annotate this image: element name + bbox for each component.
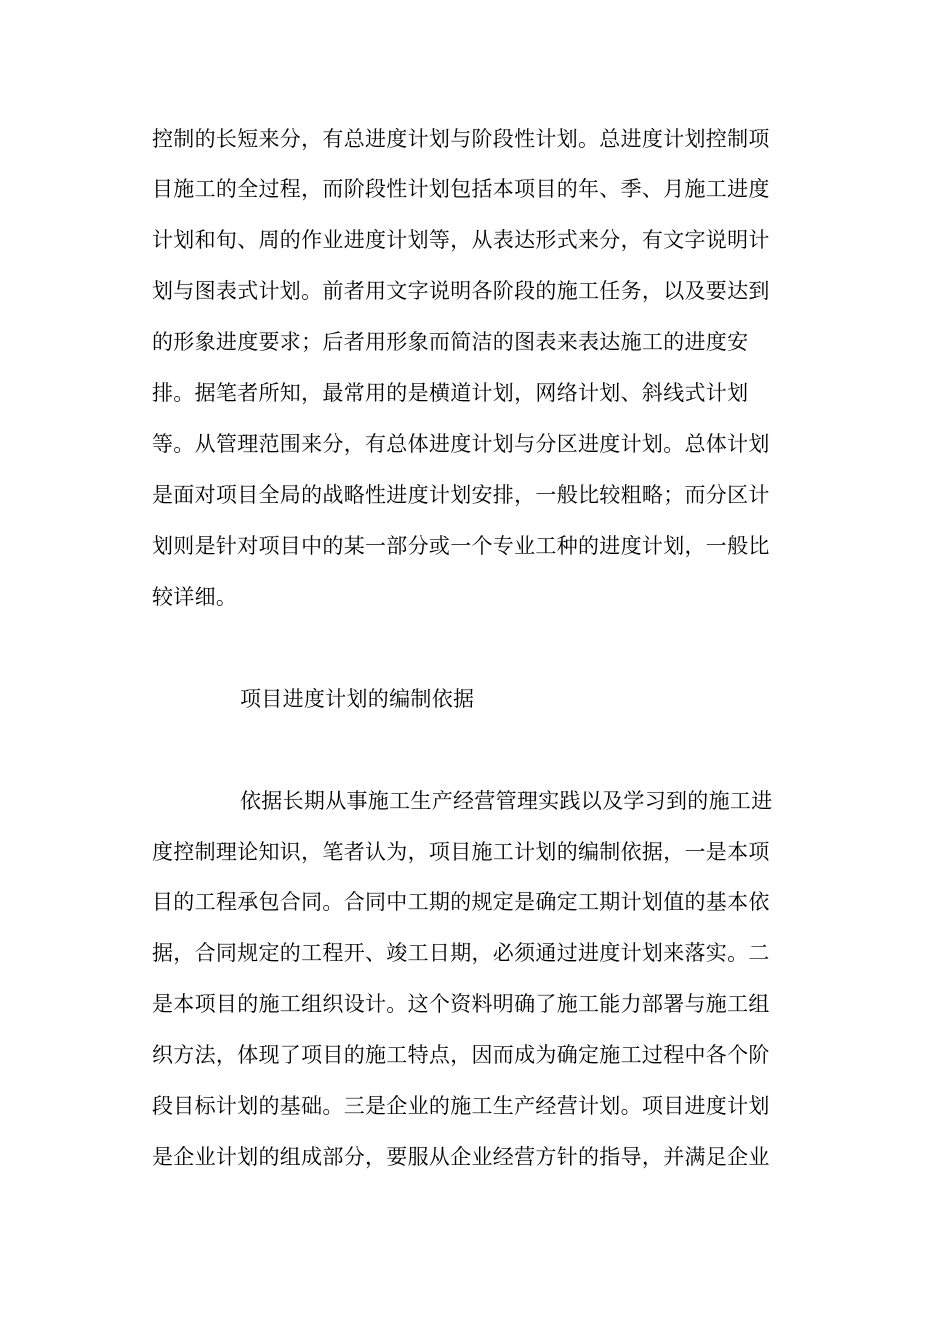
paragraph-line: 的形象进度要求；后者用形象而简洁的图表来表达施工的进度安: [152, 330, 749, 354]
paragraph-line: 划则是针对项目中的某一部分或一个专业工种的进度计划，一般比: [152, 534, 770, 558]
paragraph-line: 较详细。: [152, 585, 238, 609]
paragraph-line: 据，合同规定的工程开、竣工日期，必须通过进度计划来落实。二: [152, 941, 770, 965]
paragraph-line: 计划和旬、周的作业进度计划等，从表达形式来分，有文字说明计: [152, 228, 770, 252]
paragraph-line: 目施工的全过程，而阶段性计划包括本项目的年、季、月施工进度: [152, 177, 770, 201]
paragraph-line: 划与图表式计划。前者用文字说明各阶段的施工任务，以及要达到: [152, 279, 770, 303]
paragraph-line: 段目标计划的基础。三是企业的施工生产经营计划。项目进度计划: [152, 1094, 770, 1118]
paragraph-line: 目的工程承包合同。合同中工期的规定是确定工期计划值的基本依: [152, 890, 770, 914]
paragraph-line: 依据长期从事施工生产经营管理实践以及学习到的施工进: [240, 789, 773, 813]
paragraph-line: 是面对项目全局的战略性进度计划安排，一般比较粗略；而分区计: [152, 483, 770, 507]
paragraph-line: 排。据笔者所知，最常用的是横道计划，网络计划、斜线式计划: [152, 381, 749, 405]
paragraph-line: 织方法，体现了项目的施工特点，因而成为确定施工过程中各个阶: [152, 1043, 770, 1067]
paragraph-line: 是本项目的施工组织设计。这个资料明确了施工能力部署与施工组: [152, 992, 770, 1016]
paragraph-line: 度控制理论知识，笔者认为，项目施工计划的编制依据，一是本项: [152, 840, 770, 864]
paragraph-line: 控制的长短来分，有总进度计划与阶段性计划。总进度计划控制项: [152, 127, 770, 151]
paragraph-line: 是企业计划的组成部分，要服从企业经营方针的指导，并满足企业: [152, 1145, 770, 1169]
paragraph-line: 等。从管理范围来分，有总体进度计划与分区进度计划。总体计划: [152, 432, 770, 456]
section-heading: 项目进度计划的编制依据: [240, 687, 475, 711]
